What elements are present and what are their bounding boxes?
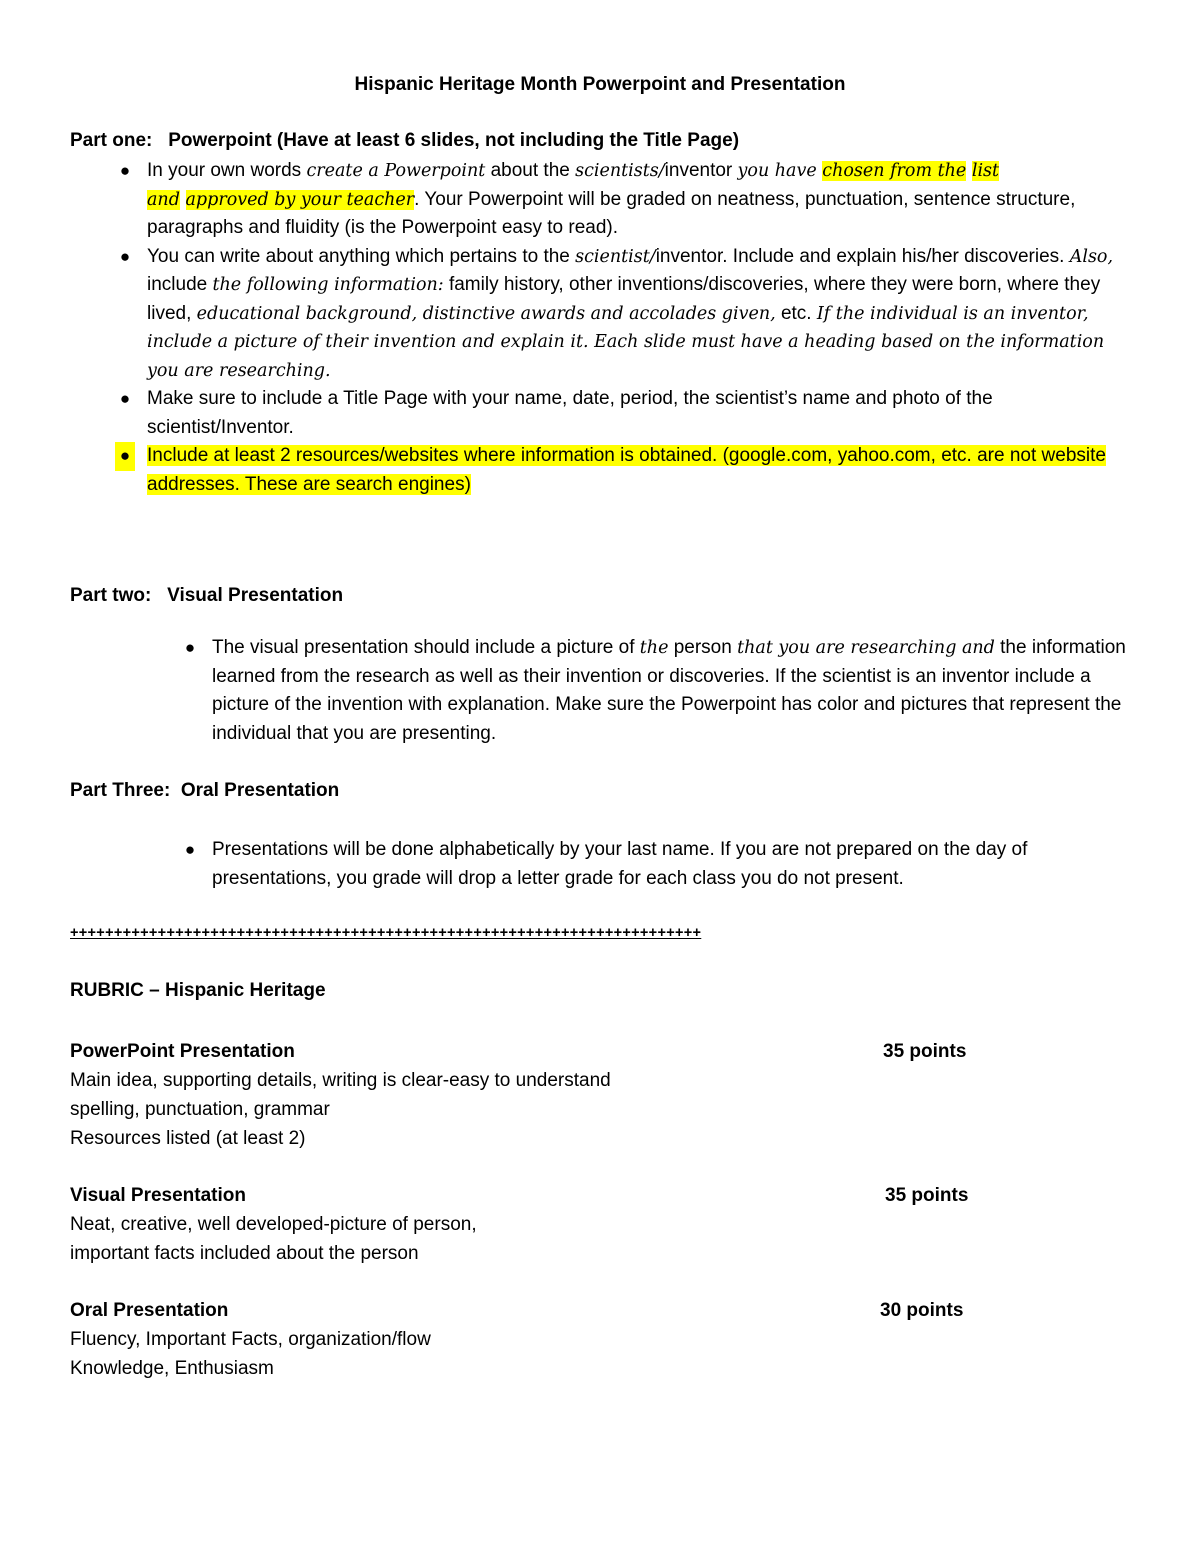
list-item [119, 442, 1132, 499]
list-item: ● The visual presentation should include a picture of the person that you are researching and the information learned from the research as well as their invention or discoveries. If the scientist is an inventor include a picture of the invention with explanation. Make sure the Powerpoint has color and pictures that represent the individual that you are presenting. [212, 634, 1127, 748]
bullet-icon: ● [119, 246, 131, 266]
rubric-line: important facts included about the person [70, 1243, 419, 1264]
part-three-label: Part Three: [70, 780, 171, 801]
bullet-icon: ● [119, 161, 131, 180]
highlighted-text: and [147, 189, 180, 210]
rubric-section-powerpoint [70, 1037, 1070, 1153]
rubric-line: Fluency, Important Facts, organization/flow [70, 1329, 431, 1350]
rubric-section-visual [70, 1181, 1070, 1268]
part-three-list [184, 836, 1127, 893]
part-two-list [184, 634, 1127, 748]
rubric-section-heading: Oral Presentation [70, 1300, 229, 1321]
rubric-line: Main idea, supporting details, writing is clear-easy to understand [70, 1070, 611, 1091]
separator-line: ++++++++++++++++++++++++++++++++++++++++++++++++++++++++++++++++++++++++ [70, 925, 702, 941]
bullet-icon: ● [184, 638, 196, 657]
rubric-section-heading: Visual Presentation [70, 1185, 246, 1206]
rubric-line: Neat, creative, well developed-picture of person, [70, 1214, 477, 1235]
highlighted-text: approved by your teacher [185, 189, 415, 210]
list-item: ● Make sure to include a Title Page with your name, date, period, the scientist’s name and photo of the scientist/Inventor. [147, 385, 1132, 442]
rubric-points: 35 points [883, 1041, 967, 1062]
rubric-points: 30 points [880, 1300, 964, 1321]
rubric-points: 35 points [885, 1185, 969, 1206]
highlighted-text: Include at least 2 resources/websites where information is obtained. (google.com, yahoo.com, etc. are not website addresses. These are search engines) [147, 445, 1106, 495]
document-title: Hispanic Heritage Month Powerpoint and Presentation [354, 74, 846, 95]
part-one-heading [70, 130, 739, 152]
rubric-line: Resources listed (at least 2) [70, 1128, 306, 1149]
list-item: ● Presentations will be done alphabetically by your last name. If you are not prepared on the day of presentations, you grade will drop a letter grade for each class you do not present. [212, 836, 1127, 893]
part-one-title: Powerpoint (Have at least 6 slides, not including the Title Page) [168, 130, 740, 151]
rubric-line: spelling, punctuation, grammar [70, 1099, 330, 1120]
part-two-label: Part two: [70, 585, 152, 606]
bullet-icon: ● [184, 840, 196, 859]
rubric-line: Knowledge, Enthusiasm [70, 1358, 274, 1379]
part-one-list [119, 157, 1132, 499]
rubric-section-oral [70, 1296, 1070, 1383]
list-item: ● You can write about anything which pertains to the scientist/inventor. Include and explain his/her discoveries. Also, include the following information: family history, other inventions/discoveries, where they were born, where they lived, educational background, distinctive awards and accolades given, etc. If the individual is an inventor, include a picture of their invention and explain it. Each slide must have a heading based on the information you are researching. [147, 243, 1132, 386]
part-two-title: Visual Presentation [167, 585, 344, 606]
part-one-label: Part one: [70, 130, 153, 151]
part-three-heading [70, 780, 339, 802]
part-three-title: Oral Presentation [180, 780, 340, 801]
rubric-section-heading: PowerPoint Presentation [70, 1041, 295, 1062]
rubric-title: RUBRIC – Hispanic Heritage [70, 980, 326, 1001]
highlighted-text: chosen from the [822, 161, 967, 181]
bullet-icon: ● [115, 442, 135, 471]
part-two-heading [70, 585, 343, 607]
bullet-icon: ● [119, 389, 131, 408]
highlighted-text: list [971, 161, 1000, 181]
list-item: ● In your own words create a Powerpoint about the scientists/inventor you have chosen from the list and approved by your teacher. Your Powerpoint will be graded on neatness, punctuation, sentence structure, paragraphs and fluidity (is the Powerpoint easy to read). [147, 157, 1132, 243]
